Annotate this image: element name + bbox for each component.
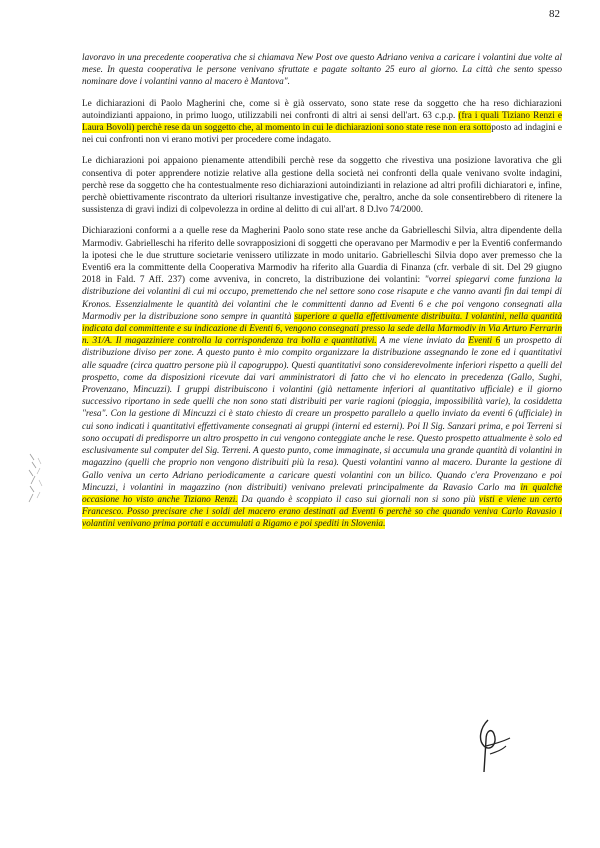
quote-continuation-paragraph: lavoravo in una precedente cooperativa che si chiamava New Post ove questo Adriano veniva a caricare i volantini due volte al mese. In questa cooperativa le persone venivano sfruttate e pagate soltanto 25 euro al giorno. La città che sento spesso nominare dove i volantini vanno al macero è Mantova". (82, 53, 562, 88)
paragraph-gabrielleschi (82, 225, 562, 530)
text-run: posto ad indagini e nei cui confronti non vi erano motivi per procedere come indagato. (82, 123, 562, 146)
pencil-scribble-icon (24, 450, 50, 510)
quote-text: "vorrei spiegarvi come funziona la distribuzione dei volantini di cui mi occupo, premettendo che nel settore sono cose risapute e che vanno avanti fin dai tempi di Kronos. Essenzialmente le quantità dei volantini che le committenti danno ad Eventi 6 e che poi vengono consegnati alla Marmodiv per la distribuzione sono sempre in quantità (82, 275, 562, 322)
text-run: Dichiarazioni conformi a a quelle rese da Magherini Paolo sono state rese anche da Gabrielleschi Silvia, altra dipendente della Marmodiv. Gabrielleschi ha riferito delle sovrapposizioni di soggetti che operavano per Marmodiv e per la Eventi6 confermando la ipotesi che le due strutture societarie venissero utilizzate in modo unitario. Gabrielleschi Silvia dopo aver premesso che la Eventi6 era la committente della Cooperativa Marmodiv ha riferito alla Guardia di Finanza (cfr. verbale di sit. Del 29 giugno 2018 in Fald. 7 Aff. 237) come avveniva, in concreto, la distribuzione dei volantini: (82, 226, 562, 286)
highlighted-quote-text: superiore a quella effettivamente distribuita. I volantini, nella quantità indicata dal committente e su indicazione di Eventi 6, vengono consegnati presso la sede della Marmodiv in Via Arturo Ferrarin n. 31/A. Il magazziniere controlla la corrispondenza tra bolla e quantitativi. (82, 311, 562, 347)
quote-text: un prospetto di distribuzione diviso per zone. A questo punto è mio compito organizzare la distribuzione assegnando le zone ed i quantitativi alle squadre (circa quattro persone più il capogruppo). Questi quantitativi sono considerevolmente inferiori rispetto a quelli del prospetto, come da disposizioni ricevute dai vari amministratori di fatto che vi ho elencato in precedenza (Gallo, Sughi, Provenzano, Mincuzzi). I gruppi distribuiscono i volantini (già nettamente inferiori al quantitativo ufficiale) e il giorno successivo riportano in sede quelli che non sono stati distribuiti per varie ragioni (pioggia, impossibilità varie), la cosiddetta "resa". Con la gestione di Mincuzzi ci è stato chiesto di creare un prospetto parallelo a quello inviato da eventi 6 (ufficiale) in cui sono indicati i quantitativi effettivamente consegnati ai gruppi (interni ed esterni). Poi Il Sig. Sanzari prima, e poi Terreni si sono occupati di predisporre un altro prospetto in cui vengono conteggiate anche le rese. Questo prospetto attualmente è solo ed esclusivamente sul computer del Sig. Terreni. A questo punto, come immaginate, si accumula una grande quantità di volantini in magazzino (quelli che proprio non vengono distribuiti più la resa). Questi volantini vanno al macero. Durante la gestione di Gallo veniva un certo Adriano periodicamente a caricare questi volantini con un bilico. Quando c'era Provenzano e poi Mincuzzi, i volantini in magazzino (non distribuiti) venivano prelevati principalmente da Ravasio Carlo ma (82, 336, 562, 493)
highlighted-quote-text: Eventi 6 (468, 336, 501, 347)
quote-text: Da quando è scoppiato il caso sui giornali non si sono più (237, 494, 480, 505)
highlighted-text: (fra i quali Tiziano Renzi e Laura Bovoli) perchè rese da un soggetto che, al momento in cui le dichiarazioni sono state rese non era sotto (82, 110, 562, 134)
paragraph-magherini-declarations (82, 98, 562, 147)
paragraph-reliability: Le dichiarazioni poi appaiono pienamente attendibili perchè rese da soggetto che rivestiva una posizione lavorativa che gli consentiva di poter apprendere notizie relative alla gestione della società nei confronti della quale venivano svolte indagini, perchè rese da soggetto che ha contestualmente reso dichiarazioni autoindizianti in relazione ad altri profili dichiaratori e, infine, perchè obiettivamente riscontrato da ulteriori risultanze investigative che, peraltro, anche da sole consentirebbero di ritenere la sussistenza di gravi indizi di colpevolezza in ordine al delitto di cui all'art. 8 D.lvo 74/2000. (82, 156, 562, 216)
quote-text: A me viene inviato da (376, 336, 469, 347)
document-body (82, 52, 562, 531)
highlighted-quote-text: in qualche occasione ho visto anche Tiziano Renzi. (82, 482, 562, 505)
text-run: Le dichiarazioni di Paolo Magherini che, come si è già osservato, sono state rese da soggetto che ha reso dichiarazioni autoindizianti appaiono, in primo luogo, utilizzabili nei confronti di altri ai sensi dell'art. 63 c.p.p. (82, 98, 562, 121)
highlighted-quote-text: visti e viene un certo Francesco. Posso precisare che i soldi del macero erano destinati ad Eventi 6 perchè so che quando veniva Carlo Ravasio i volantini venivano prima portati e accumulati a Rigamo e poi spediti in Slovenia. (82, 494, 563, 530)
handwritten-signature (466, 716, 516, 776)
page-number: 82 (549, 8, 560, 20)
